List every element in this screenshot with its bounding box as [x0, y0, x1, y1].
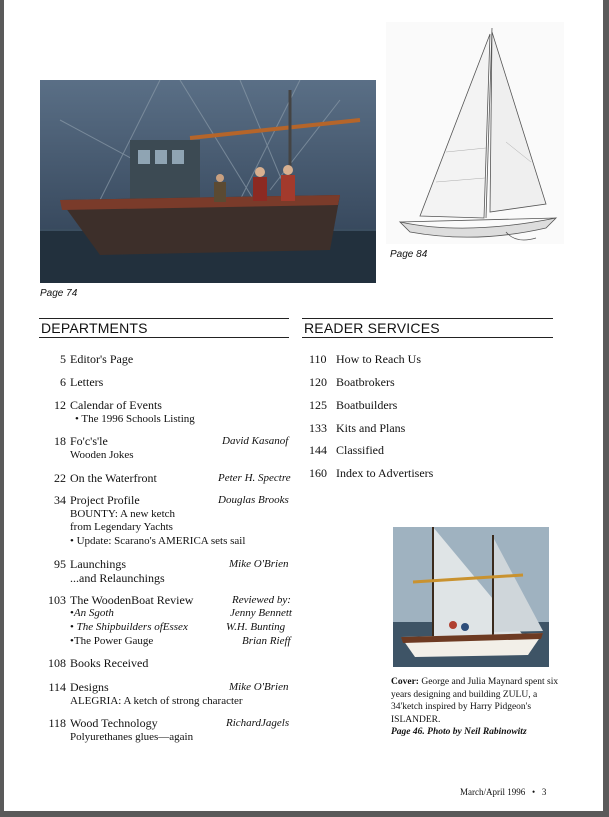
item-title: Fo'c's'le: [70, 434, 108, 448]
page-number: 110: [309, 352, 327, 366]
item-title: The WoodenBoat Review: [70, 593, 194, 607]
cover-text: George and Julia Maynard spent six years designing and building ZULU, a 34'ketch inspired by Harry Pidgeon's ISLANDER.: [391, 677, 559, 725]
item-title: Boatbrokers: [336, 375, 395, 389]
item-author: Peter H. Spectre: [218, 472, 291, 484]
page-number: 160: [309, 466, 327, 480]
item-author: Mike O'Brien: [229, 558, 289, 570]
item-author: Douglas Brooks: [218, 494, 289, 506]
bullet: •: [70, 607, 74, 619]
list-item[interactable]: [309, 352, 421, 366]
page-number: 18: [54, 434, 66, 448]
item-title: Letters: [70, 375, 104, 389]
item-title: Boatbuilders: [336, 398, 398, 412]
page-footer: [460, 787, 546, 797]
reviewed-by-label: Reviewed by:: [232, 594, 291, 606]
item-title: Editor's Page: [70, 352, 134, 366]
item-subtitle: Polyurethanes glues—again: [70, 731, 194, 743]
item-title: Index to Advertisers: [336, 466, 434, 480]
item-title: Books Received: [70, 656, 149, 670]
sail-drawing-caption: Page 84: [390, 249, 428, 260]
review-title: The Power Gauge: [73, 635, 154, 647]
page-number: 144: [309, 443, 327, 457]
page-number: 5: [60, 352, 66, 366]
item-title: On the Waterfront: [70, 471, 157, 485]
review-item: [70, 620, 188, 634]
list-item[interactable]: [309, 466, 433, 480]
item-author: Mike O'Brien: [229, 681, 289, 693]
list-item[interactable]: [309, 375, 395, 389]
page-number: 34: [54, 493, 66, 507]
review-item: [70, 606, 114, 620]
page-number-footer: 3: [541, 787, 547, 797]
page-number: 118: [48, 716, 66, 730]
review-item: [70, 634, 153, 648]
reviewer: W.H. Bunting: [226, 621, 286, 633]
item-title: Calendar of Events: [70, 398, 162, 412]
magazine-page: [4, 0, 603, 811]
page-number: 12: [54, 398, 66, 412]
cover-photo: [393, 527, 549, 667]
item-title: Designs: [70, 680, 109, 694]
item-title: Classified: [336, 443, 384, 457]
bullet: •: [70, 635, 74, 647]
boat-photo-caption: Page 74: [40, 288, 78, 299]
page-number: 120: [309, 375, 327, 389]
item-subtitle: Wooden Jokes: [70, 449, 134, 461]
reviewer: Jenny Bennett: [230, 607, 292, 619]
review-title: The Shipbuilders ofEssex: [76, 621, 188, 633]
list-item[interactable]: [309, 443, 384, 457]
item-subtitle: from Legendary Yachts: [70, 521, 173, 533]
page-number: 108: [48, 656, 66, 670]
list-item[interactable]: [309, 398, 397, 412]
cover-credit: Page 46. Photo by Neil Rabinowitz: [391, 727, 527, 737]
bullet: •: [70, 621, 74, 633]
review-title: An Sgoth: [73, 607, 114, 619]
cover-label: Cover:: [391, 677, 419, 687]
page-number: 95: [54, 557, 66, 571]
item-subtitle: ALEGRIA: A ketch of strong character: [70, 695, 243, 707]
reviewer: Brian Rieff: [242, 635, 291, 647]
cover-caption: [391, 676, 561, 739]
page-number: 125: [309, 398, 327, 412]
item-subtitle: BOUNTY: A new ketch: [70, 508, 176, 520]
footer-separator: •: [532, 787, 536, 797]
page-number: 6: [60, 375, 66, 389]
list-item[interactable]: [309, 421, 405, 435]
departments-heading: DEPARTMENTS: [39, 318, 289, 338]
fishing-boat-photo: [40, 80, 376, 283]
page-number: 114: [48, 680, 66, 694]
item-author: David Kasanof: [222, 435, 289, 447]
reader-services-heading: READER SERVICES: [302, 318, 553, 338]
page-number: 22: [54, 471, 66, 485]
item-title: Kits and Plans: [336, 421, 406, 435]
issue-date: March/April 1996: [460, 787, 526, 797]
item-title: Launchings: [70, 557, 126, 571]
item-subtitle: • The 1996 Schools Listing: [75, 413, 195, 425]
item-title: How to Reach Us: [336, 352, 421, 366]
item-subtitle: ...and Relaunchings: [70, 571, 165, 585]
page-number: 133: [309, 421, 327, 435]
sailboat-drawing: [386, 22, 564, 244]
item-author: RichardJagels: [226, 717, 290, 729]
item-title: Wood Technology: [70, 716, 158, 730]
page-number: 103: [48, 593, 66, 607]
item-title: Project Profile: [70, 493, 140, 507]
item-subtitle: • Update: Scarano's AMERICA sets sail: [70, 535, 246, 547]
